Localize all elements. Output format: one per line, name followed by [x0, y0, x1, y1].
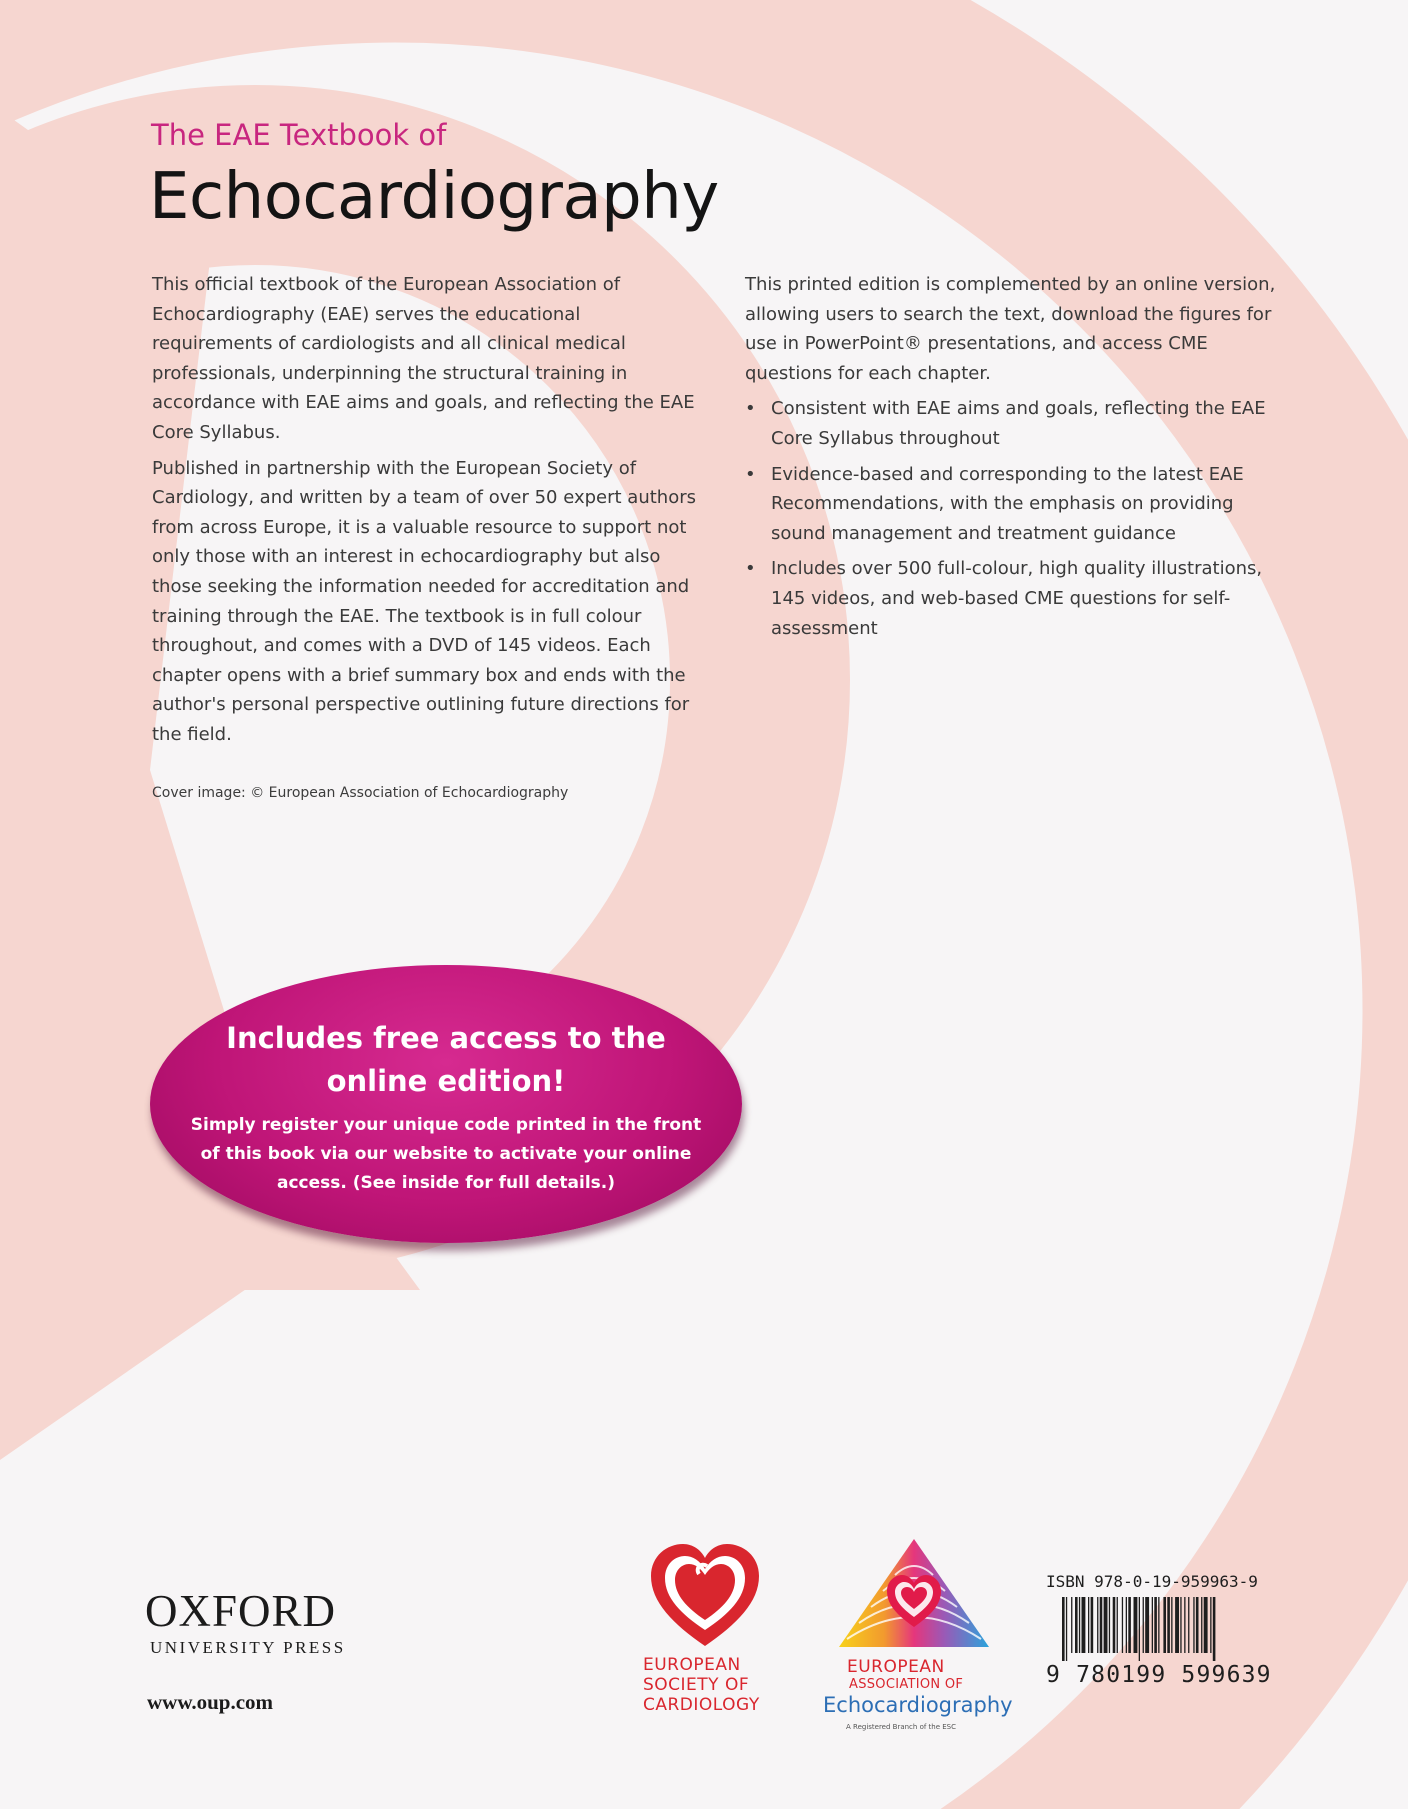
barcode-graphic [1062, 1597, 1268, 1661]
barcode-bar [1201, 1597, 1202, 1653]
heart-logo-icon [645, 1540, 765, 1652]
barcode-bar [1134, 1597, 1138, 1653]
esc-logo-text [643, 1655, 760, 1715]
eae-logo-line: EUROPEAN [847, 1657, 945, 1677]
eae-logo-line: ASSOCIATION OF [849, 1677, 964, 1692]
barcode-bar [1088, 1597, 1089, 1653]
barcode-bar [1193, 1597, 1194, 1653]
barcode-bar [1100, 1597, 1103, 1653]
bullet-icon: • [745, 558, 756, 580]
barcode-bar [1075, 1597, 1078, 1653]
barcode-bar [1113, 1597, 1116, 1653]
promo-body: Simply register your unique code printed in the front of this book via our website to activate your online access. (See inside for full details.) [190, 1115, 702, 1193]
barcode-bar [1071, 1597, 1072, 1653]
feature-list-item [745, 460, 1285, 549]
barcode-bar [1167, 1597, 1170, 1653]
promo-headline: Includes free access to the online edition! [226, 1021, 666, 1098]
description-paragraph: This official textbook of the European Association of Echocardiography (EAE) serves the educational requirements of cardiologists and all clinical medical professionals, underpinning the structural training in accordance with EAE aims and goals, and reflecting the EAE Core Syllabus. [152, 274, 695, 443]
barcode-bar [1180, 1597, 1181, 1653]
description-paragraph: Published in partnership with the European Society of Cardiology, and written by a team of over 50 expert authors from across Europe, it is a valuable resource to support not only those with an interest in echocardiography but also those seeking the information needed for accreditation and training through the EAE. The textbook is in full colour throughout, and comes with a DVD of 145 videos. Each chapter opens with a brief summary box and ends with the author's personal perspective outlining future directions for the field. [152, 457, 696, 745]
oxford-logo-subtitle: UNIVERSITY PRESS [150, 1638, 346, 1657]
eae-logo-line: Echocardiography [823, 1693, 1013, 1717]
barcode-bar [1152, 1597, 1153, 1653]
barcode-bar [1091, 1597, 1094, 1653]
barcode-bar [1128, 1597, 1131, 1653]
barcode-bar [1097, 1597, 1098, 1653]
cover-image-credit: Cover image: © European Association of Echocardiography [152, 785, 569, 801]
description-right-column [745, 270, 1285, 649]
barcode-bar [1204, 1597, 1208, 1653]
barcode-bar [1139, 1597, 1140, 1661]
barcode-bar [1163, 1597, 1166, 1653]
barcode-bar [1143, 1597, 1144, 1653]
online-version-paragraph: This printed edition is complemented by an online version, allowing users to search the text, download the figures for use in PowerPoint® presentations, and access CME questions for each chapter. [745, 274, 1276, 384]
barcode-bar [1062, 1597, 1065, 1661]
barcode-bar [1104, 1597, 1108, 1653]
barcode-bar [1145, 1597, 1149, 1653]
barcode-bar [1126, 1597, 1127, 1653]
feature-text: Includes over 500 full-colour, high quality illustrations, 145 videos, and web-based CME questions for self-assessment [771, 558, 1263, 639]
barcode-bar [1158, 1597, 1159, 1653]
barcode-bar [1122, 1597, 1123, 1653]
description-left-column [152, 270, 700, 756]
book-title: Echocardiography [149, 160, 719, 234]
barcode-bar [1066, 1597, 1067, 1661]
barcode-bar [1154, 1597, 1157, 1653]
barcode-bar [1184, 1597, 1185, 1653]
feature-list-item [745, 394, 1285, 453]
isbn-label: ISBN 978-0-19-959963-9 [1046, 1572, 1258, 1591]
feature-list [745, 394, 1285, 643]
feature-list-item [745, 554, 1285, 643]
bullet-icon: • [745, 398, 756, 420]
rainbow-pyramid-heart-icon [835, 1535, 993, 1653]
barcode-bar [1109, 1597, 1110, 1653]
esc-logo-line: CARDIOLOGY [643, 1695, 760, 1715]
series-title: The EAE Textbook of [151, 118, 447, 152]
barcode-bar [1196, 1597, 1199, 1653]
barcode-bar [1171, 1597, 1172, 1653]
online-access-promo-badge [150, 965, 742, 1243]
barcode-bar [1079, 1597, 1080, 1653]
esc-logo-line: EUROPEAN [643, 1655, 741, 1675]
barcode-bar [1188, 1597, 1189, 1653]
bullet-icon: • [745, 463, 756, 485]
barcode-bar [1213, 1597, 1216, 1661]
barcode-bar [1210, 1597, 1211, 1653]
barcode-bar [1175, 1597, 1179, 1653]
esc-logo-line: SOCIETY OF [643, 1675, 750, 1695]
barcode-bar [1082, 1597, 1086, 1653]
feature-text: Consistent with EAE aims and goals, reflecting the EAE Core Syllabus throughout [771, 398, 1266, 449]
eae-logo-line: A Registered Branch of the ESC [846, 1723, 957, 1731]
publisher-url: www.oup.com [147, 1690, 274, 1714]
feature-text: Evidence-based and corresponding to the latest EAE Recommendations, with the emphasis on providing sound management and treatment guidance [771, 463, 1244, 544]
barcode-digits: 9 780199 599639 [1046, 1662, 1272, 1688]
oxford-logo-wordmark: OXFORD [145, 1586, 337, 1636]
barcode-bar [1117, 1597, 1118, 1653]
